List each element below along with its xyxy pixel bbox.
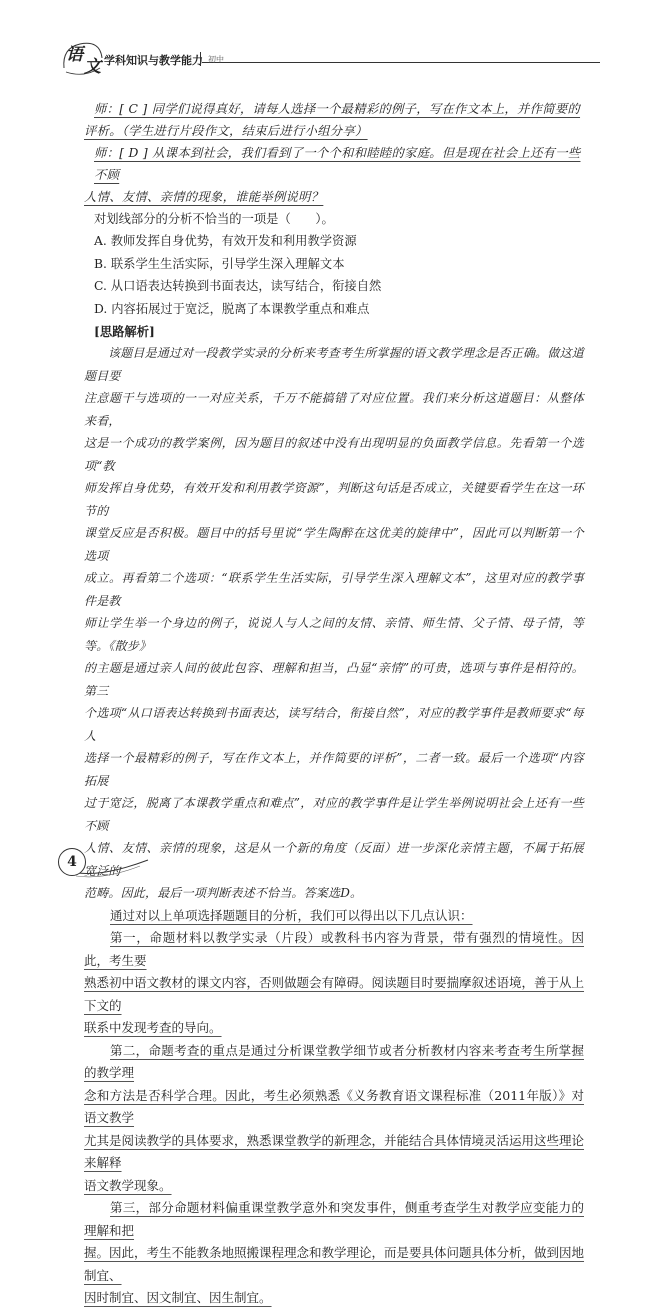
summary-p2-cont: 念和方法是否科学合理。因此，考生必须熟悉《义务教育语文课程标准（2011年版）》对语文教学 <box>84 1087 584 1125</box>
question-stem: 对划线部分的分析不恰当的一项是（ ）。 <box>94 212 334 226</box>
summary <box>84 905 584 1310</box>
logo-char-wen: 文 <box>84 57 101 77</box>
option-a: A. 教师发挥自身优势，有效开发和利用教学资源 <box>94 234 357 248</box>
dialogue-c-line2: 评析。（学生进行片段作文，结束后进行小组分享） <box>84 124 368 138</box>
analysis-heading: [思路解析] <box>94 324 155 339</box>
option-b: B. 联系学生生活实际，引导学生深入理解文本 <box>94 256 345 271</box>
analysis-line: 这是一个成功的教学案例，因为题目的叙述中没有出现明显的负面教学信息。先看第一个选项“教 <box>84 436 584 473</box>
analysis-line: 成立。再看第二个选项：“联系学生生活实际，引导学生深入理解文本”，这里对应的教学事件是教 <box>84 571 584 608</box>
analysis-line: 的主题是通过亲人间的彼此包容、理解和担当，凸显“亲情”的可贵，选项与事件是相符的。第三 <box>84 661 584 698</box>
analysis-line: 范畴。因此，最后一项判断表述不恰当。答案选D。 <box>84 886 363 900</box>
page-number: 4 <box>58 848 86 876</box>
summary-p3-cont: 因时制宜、因文制宜、因生制宜。 <box>84 1290 272 1305</box>
analysis-line: 选择一个最精彩的例子，写在作文本上，并作简要的评析”，二者一致。最后一个选项“内容拓展 <box>84 751 584 788</box>
summary-p2: 第二，命题考查的重点是通过分析课堂教学细节或者分析教材内容来考查考生所掌握的教学理 <box>84 1042 584 1080</box>
level-label: 初中 <box>208 55 224 64</box>
analysis-line: 师让学生举一个身边的例子，说说人与人之间的友情、亲情、师生情、父子情、母子情，等等。《散步》 <box>84 616 584 653</box>
subject-logo <box>60 38 106 78</box>
summary-p2-cont: 尤其是阅读教学的具体要求，熟悉课堂教学的新理念，并能结合具体情境灵活运用这些理论来解释 <box>84 1132 585 1170</box>
summary-p1: 第一，命题材料以教学实录（片段）或教科书内容为背景，带有强烈的情境性。因此，考生要 <box>84 930 584 968</box>
option-c: C. 从口语表达转换到书面表达，读写结合，衔接自然 <box>94 279 382 293</box>
analysis-line: 课堂反应是否积极。题目中的括号里说“学生陶醉在这优美的旋律中”，因此可以判断第一个选项 <box>84 526 584 563</box>
analysis-line: 该题目是通过对一段教学实录的分析来考查考生所掌握的语文教学理念是否正确。做这道题目要 <box>84 346 584 383</box>
logo-char-yu: 语 <box>66 45 83 65</box>
analysis-line: 个选项“从口语表达转换到书面表达，读写结合，衔接自然”，对应的教学事件是教师要求“每人 <box>84 706 584 743</box>
analysis-body <box>84 342 584 905</box>
dialogue-d-line2: 人情、友情、亲情的现象，谁能举例说明？ <box>84 190 324 204</box>
summary-p3: 第三，部分命题材料偏重课堂教学意外和突发事件，侧重考查学生对教学应变能力的理解和把 <box>84 1200 584 1238</box>
summary-p1-cont: 熟悉初中语文教材的课文内容，否则做题会有障碍。阅读题目时要揣摩叙述语境，善于从上下文的 <box>84 975 585 1013</box>
analysis-line: 过于宽泛，脱离了本课教学重点和难点”，对应的教学事件是让学生举例说明社会上还有一些不顾 <box>84 796 584 833</box>
analysis-line: 注意题干与选项的一一对应关系，千万不能搞错了对应位置。我们来分析这道题目：从整体来看， <box>84 391 584 428</box>
summary-intro: 通过对以上单项选择题题目的分析，我们可以得出以下几点认识： <box>110 907 473 923</box>
dialogue-c-line1: 师：[ C ] 同学们说得真好，请每人选择一个最精彩的例子，写在作文本上，并作简要的 <box>94 102 581 116</box>
book-title: 学科知识与教学能力 <box>104 54 203 67</box>
option-d: D. 内容拓展过于宽泛，脱离了本课教学重点和难点 <box>94 301 370 316</box>
header-rule <box>202 62 600 63</box>
dialogue-d-line1: 师：[ D ] 从课本到社会，我们看到了一个个和和睦睦的家庭。但是现在社会上还有一些不顾 <box>94 146 581 182</box>
page-header <box>60 38 600 78</box>
page-content <box>84 98 585 1310</box>
summary-p2-cont: 语文教学现象。 <box>84 1177 172 1193</box>
summary-p3-cont: 握。因此，考生不能教条地照搬课程理念和教学理论，而是要具体问题具体分析，做到因地制宜、 <box>84 1245 585 1283</box>
header-divider <box>200 52 201 66</box>
analysis-line: 人情、友情、亲情的现象，这是从一个新的角度（反面）进一步深化亲情主题，不属于拓展宽泛的 <box>84 841 584 878</box>
analysis-line: 师发挥自身优势，有效开发和利用教学资源”，判断这句话是否成立，关键要看学生在这一环节的 <box>84 481 584 518</box>
summary-p1-cont: 联系中发现考查的导向。 <box>84 1020 222 1035</box>
